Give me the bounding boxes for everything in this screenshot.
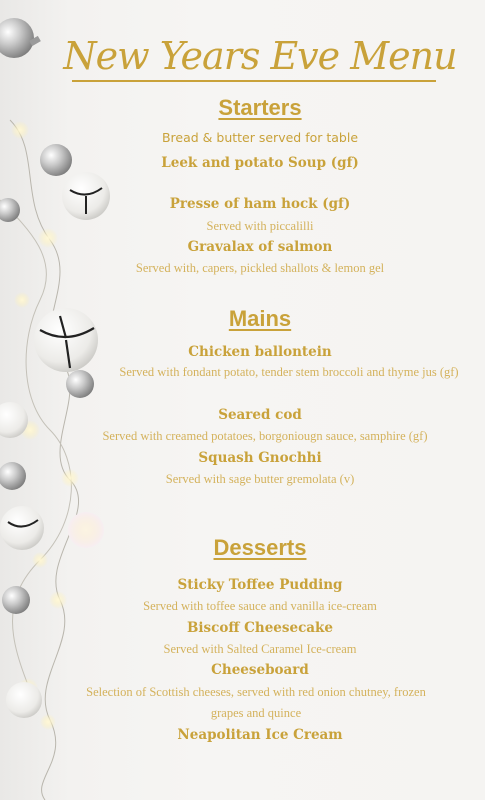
dish-description: Served with, capers, pickled shallots & lemon gel: [135, 261, 385, 275]
dish-name: Gravalax of salmon: [187, 239, 333, 255]
starters-note: Bread & butter served for table: [161, 130, 359, 145]
section-heading-starters: Starters: [218, 95, 302, 120]
dish-description: Served with sage butter gremolata (v): [165, 472, 355, 486]
dish-name: Sticky Toffee Pudding: [177, 577, 343, 593]
menu-title: New Years Eve Menu: [63, 34, 457, 78]
dish-description: Served with toffee sauce and vanilla ice-cream: [143, 599, 377, 613]
dish-name: Leek and potato Soup (gf): [161, 155, 359, 171]
section-heading-desserts: Desserts: [213, 535, 307, 560]
dish-name: Squash Gnochhi: [198, 450, 322, 466]
dish-name: Biscoff Cheesecake: [187, 620, 333, 636]
dish-name: Chicken ballontein: [188, 344, 332, 360]
dish-description: Served with piccalilli: [206, 219, 314, 233]
dish-description: Served with creamed potatoes, borgoniougn sauce, samphire (gf): [102, 429, 428, 443]
section-heading-mains: Mains: [228, 306, 292, 331]
dish-description: Served with fondant potato, tender stem broccoli and thyme jus (gf): [119, 365, 459, 379]
dish-name: Neapolitan Ice Cream: [177, 727, 343, 743]
menu-content: [60, 0, 460, 800]
dish-description: Served with Salted Caramel Ice-cream: [163, 642, 357, 656]
dish-name: Seared cod: [218, 407, 302, 423]
dish-name: Cheeseboard: [211, 662, 309, 678]
title-underline: [72, 80, 436, 82]
dish-name: Presse of ham hock (gf): [169, 196, 351, 212]
dish-description: Selection of Scottish cheeses, served with red onion chutney, frozen grapes and quince: [86, 685, 426, 720]
